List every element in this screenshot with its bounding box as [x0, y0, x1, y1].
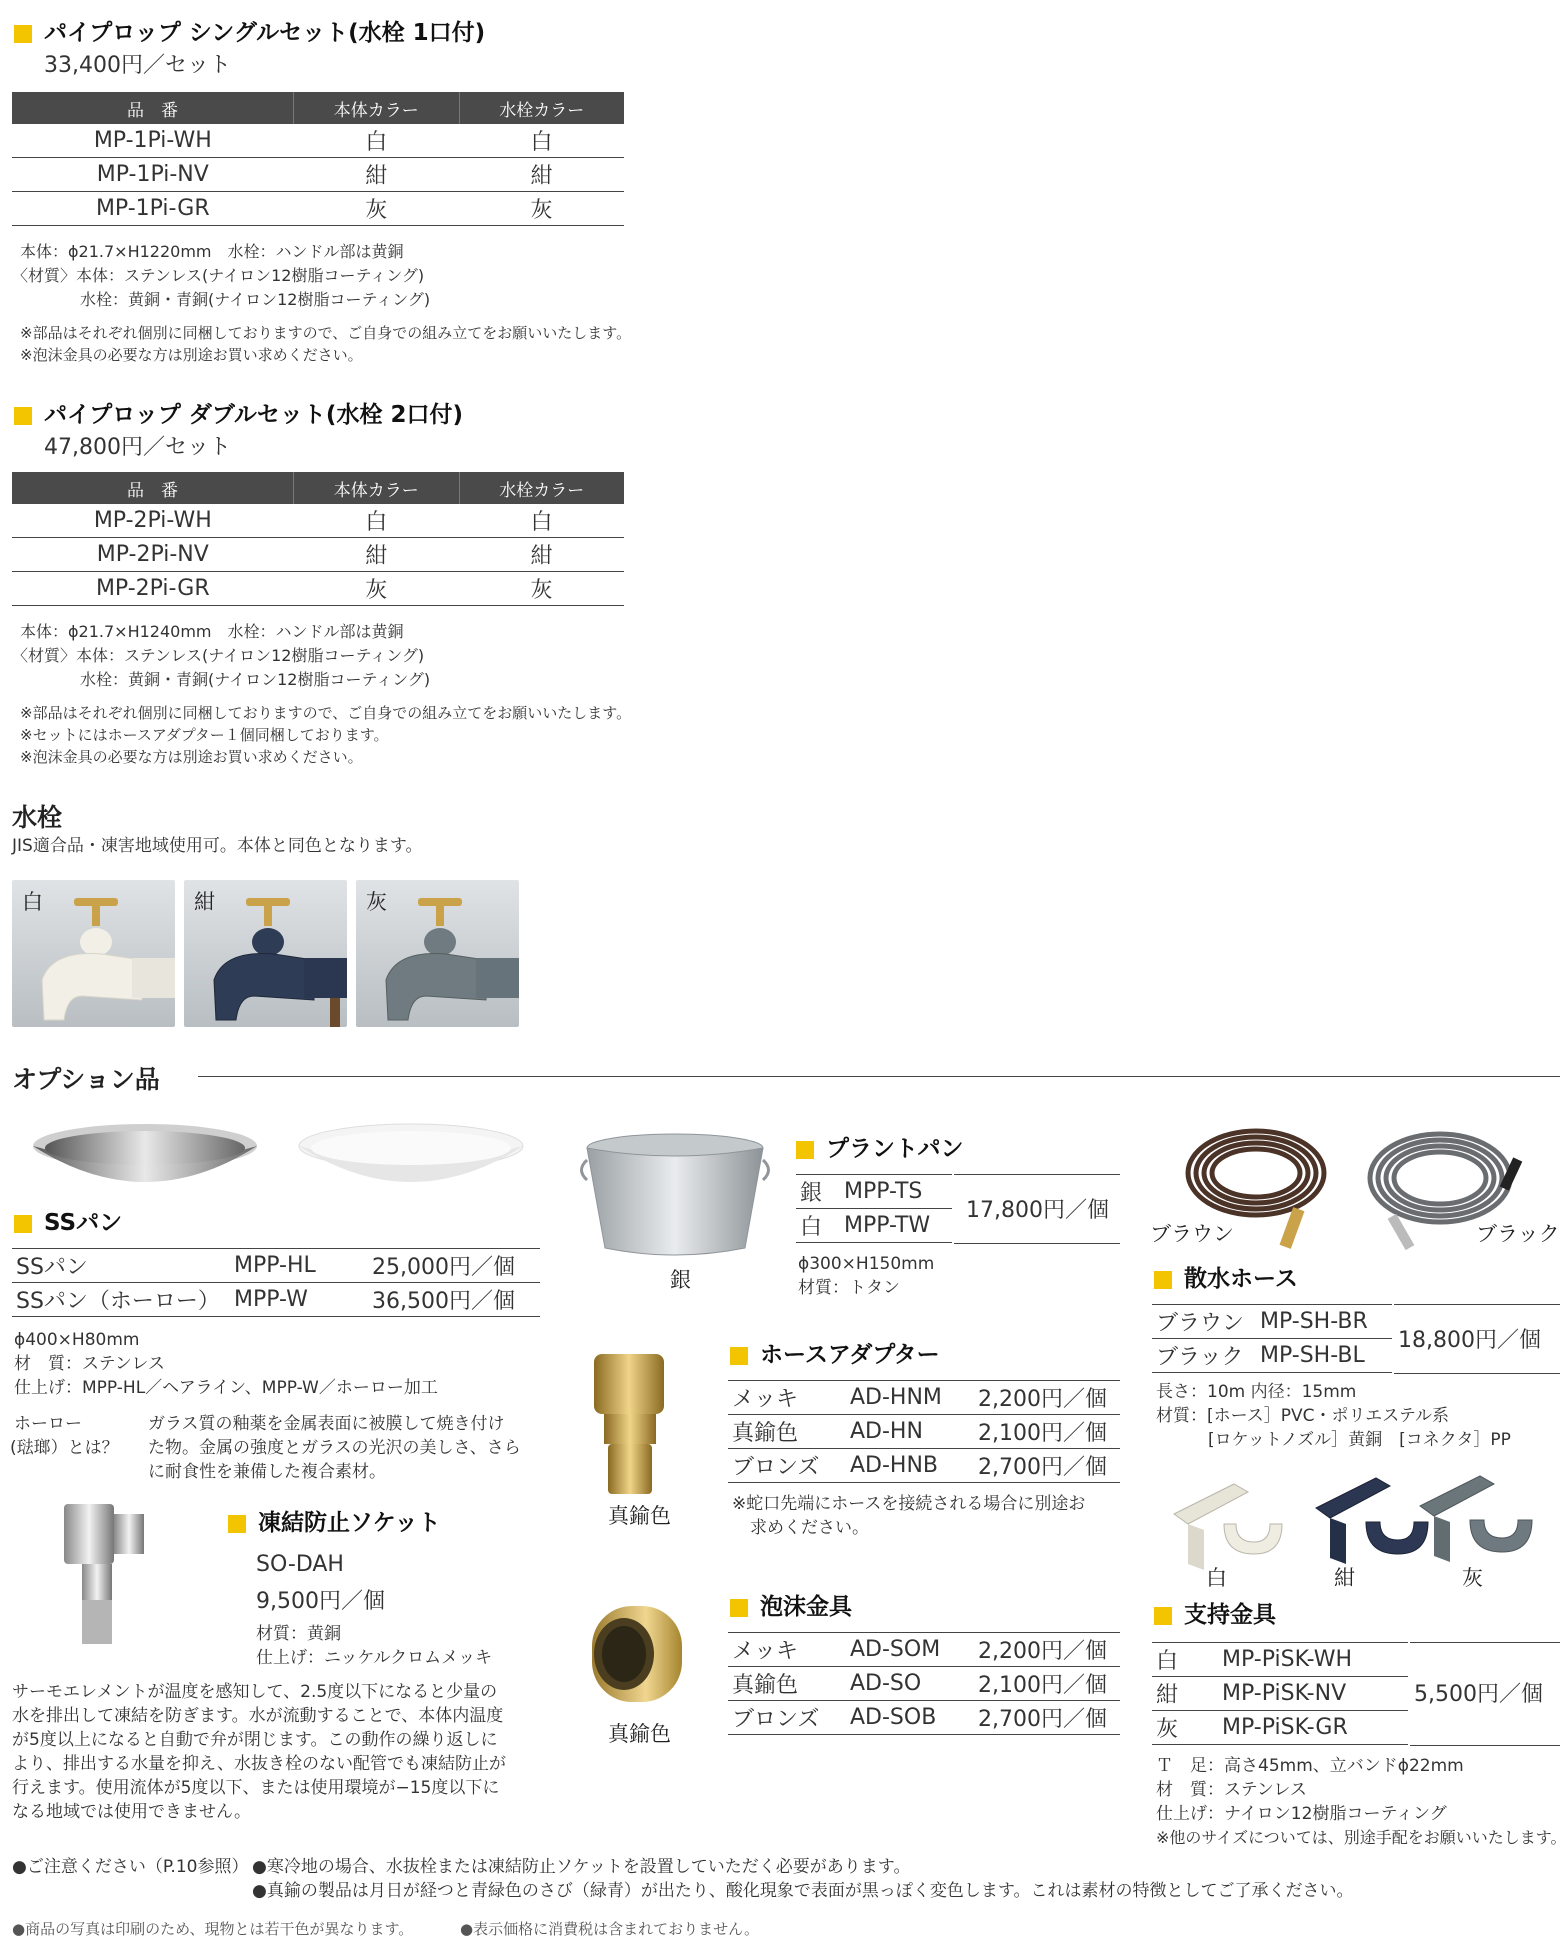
table-row [1152, 1305, 1392, 1339]
plantpan-price: 17,800円／個 [966, 1198, 1109, 1223]
cell-price: 2,700円／個 [974, 1701, 1120, 1735]
cell-price: 2,100円／個 [974, 1415, 1120, 1449]
col-header-code: 品 番 [12, 92, 294, 124]
socket-code: SO-DAH [256, 1552, 344, 1577]
options-divider [198, 1076, 1560, 1077]
faucet-label-navy: 紺 [194, 890, 215, 914]
yellow-square-icon [796, 1141, 814, 1159]
single-spec-2: 〈材質〉本体：ステンレス(ナイロン12樹脂コーティング) [12, 266, 425, 285]
cell-code: AD-SOB [846, 1701, 974, 1735]
hose-price-cell [1394, 1304, 1560, 1374]
enamel-desc-3: に耐食性を兼備した複合素材。 [148, 1462, 386, 1482]
cell-body-color: 灰 [294, 572, 459, 606]
socket-desc-line: 行えます。使用流体が5度以下、または使用環境が−15度以下に [12, 1778, 500, 1798]
cell-price: 36,500円／個 [368, 1283, 540, 1317]
faucet-desc: JIS適合品・凍害地域使用可。本体と同色となります。 [12, 836, 423, 856]
socket-desc-line: なる地域では使用できません。 [12, 1802, 252, 1822]
yellow-square-icon [730, 1599, 748, 1617]
cell-code: MPP-TS [840, 1175, 952, 1209]
bracket-price-cell [1410, 1642, 1560, 1746]
cell-color: 銀 [796, 1175, 840, 1209]
sspan-enamel-image [296, 1118, 526, 1208]
plantpan-title-text: プラントパン [826, 1136, 964, 1162]
bracket-label-white: 白 [1206, 1566, 1227, 1590]
col-header-body-color: 本体カラー [294, 472, 459, 504]
sspan-spec-2: 材 質：ステンレス [14, 1354, 165, 1374]
cell-price: 2,200円／個 [974, 1381, 1120, 1415]
table-row [728, 1701, 1120, 1735]
table-row [12, 1283, 540, 1317]
cell-color: 白 [796, 1209, 840, 1243]
footer-note-1: ●商品の写真は印刷のため、現物とは若干色が異なります。 [12, 1920, 414, 1938]
double-spec-3: 水栓：黄銅・青銅(ナイロン12樹脂コーティング) [80, 670, 431, 689]
caution-item-2: ●真鍮の製品は月日が経つと青緑色のさび（緑青）が出たり、酸化現象で表面が黒っぽく変色します。これは素材の特徴としてご了承ください。 [252, 1881, 1354, 1901]
socket-desc-line: 水を排出して凍結を防ぎます。水が流動することで、本体内温度 [12, 1706, 504, 1726]
enamel-desc-1: ガラス質の釉薬を金属表面に被膜して焼き付け [148, 1414, 505, 1434]
socket-spec-2: 仕上げ：ニッケルクロムメッキ [256, 1648, 493, 1668]
single-note-2: ※泡沫金具の必要な方は別途お買い求めください。 [20, 346, 363, 364]
yellow-square-icon [1154, 1607, 1172, 1625]
table-row [12, 538, 624, 572]
yellow-square-icon [14, 1215, 32, 1233]
single-set-table [12, 92, 624, 226]
aerator-image [572, 1596, 702, 1716]
cell-faucet-color: 紺 [459, 158, 624, 192]
enamel-desc-2: た物。金属の強度とガラスの光沢の美しさ、さら [148, 1438, 521, 1458]
footer-note-2: ●表示価格に消費税は含まれておりません。 [460, 1920, 759, 1938]
aerator-title [730, 1588, 852, 1621]
cell-price: 2,200円／個 [974, 1633, 1120, 1667]
cell-color: 白 [1152, 1643, 1218, 1677]
adapter-photo-label: 真鍮色 [608, 1504, 671, 1528]
enamel-term-1: ホーロー [14, 1414, 82, 1434]
cell-code: AD-SO [846, 1667, 974, 1701]
adapter-image [584, 1348, 694, 1498]
double-set-table [12, 472, 624, 606]
cell-code: AD-SOM [846, 1633, 974, 1667]
cell-code: MPP-W [230, 1283, 368, 1317]
cell-finish: 真鍮色 [728, 1667, 846, 1701]
cell-code: MPP-HL [230, 1249, 368, 1283]
cell-code: MP-PiSK-WH [1218, 1643, 1408, 1677]
adapter-note-2: 求めください。 [750, 1518, 869, 1538]
sspan-title [14, 1204, 122, 1237]
adapter-note-1: ※蛇口先端にホースを接続される場合に別途お [732, 1494, 1086, 1514]
cell-faucet-color: 紺 [459, 538, 624, 572]
faucet-photo-gray [356, 880, 519, 1027]
single-spec-1: 本体：ϕ21.7×H1220mm 水栓：ハンドル部は黄銅 [20, 242, 404, 261]
table-row [12, 504, 624, 538]
cell-code: MP-2Pi-GR [12, 572, 294, 606]
faucet-label-white: 白 [22, 890, 43, 914]
socket-desc [12, 1680, 506, 1824]
adapter-table [728, 1380, 1120, 1483]
hose-spec-1: 長さ：10m 内径：15mm [1156, 1382, 1357, 1402]
cell-body-color: 灰 [294, 192, 459, 226]
caution-label: ●ご注意ください（P.10参照） [12, 1857, 249, 1877]
plantpan-spec-2: 材質：トタン [798, 1278, 900, 1298]
cell-body-color: 紺 [294, 538, 459, 572]
adapter-title-text: ホースアダプター [760, 1342, 940, 1368]
faucet-photo-navy [184, 880, 347, 1027]
hose-title-text: 散水ホース [1184, 1266, 1298, 1292]
yellow-square-icon [14, 25, 32, 43]
plantpan-spec-1: ϕ300×H150mm [798, 1254, 935, 1274]
double-spec-2: 〈材質〉本体：ステンレス(ナイロン12樹脂コーティング) [12, 646, 425, 665]
cell-body-color: 白 [294, 504, 459, 538]
bracket-label-gray: 灰 [1462, 1566, 1483, 1590]
cell-finish: メッキ [728, 1633, 846, 1667]
cell-code: MP-SH-BR [1256, 1305, 1392, 1339]
aerator-table [728, 1632, 1120, 1735]
socket-title [228, 1504, 441, 1537]
bracket-title-text: 支持金具 [1184, 1602, 1276, 1628]
yellow-square-icon [730, 1347, 748, 1365]
bracket-spec-2: 材 質：ステンレス [1156, 1780, 1307, 1800]
sspan-spec-1: ϕ400×H80mm [14, 1330, 140, 1350]
cell-code: MP-1Pi-WH [12, 124, 294, 158]
double-spec-1: 本体：ϕ21.7×H1240mm 水栓：ハンドル部は黄銅 [20, 622, 404, 641]
col-header-faucet-color: 水栓カラー [459, 92, 624, 124]
double-note-2: ※セットにはホースアダプター１個同梱しております。 [20, 726, 389, 744]
table-row [12, 124, 624, 158]
table-row [1152, 1339, 1392, 1373]
double-set-title-text: パイプロップ ダブルセット(水栓 2口付) [44, 402, 463, 428]
cell-code: MP-PiSK-NV [1218, 1677, 1408, 1711]
table-row [796, 1209, 952, 1243]
col-header-faucet-color: 水栓カラー [459, 472, 624, 504]
bracket-table [1152, 1642, 1408, 1745]
socket-spec-1: 材質：黄銅 [256, 1624, 341, 1644]
single-set-title-text: パイプロップ シングルセット(水栓 1口付) [44, 20, 486, 46]
bracket-spec-3: 仕上げ：ナイロン12樹脂コーティング [1156, 1804, 1447, 1824]
hose-label-black: ブラック [1476, 1222, 1560, 1246]
socket-desc-line: より、排出する水量を抑え、水抜き栓のない配管でも凍結防止が [12, 1754, 507, 1774]
sspan-title-text: SSパン [44, 1210, 123, 1236]
options-title: オプション品 [12, 1065, 160, 1094]
cell-code: MP-PiSK-GR [1218, 1711, 1408, 1745]
cell-body-color: 紺 [294, 158, 459, 192]
table-row [728, 1667, 1120, 1701]
double-set-price: 47,800円／セット [44, 435, 231, 460]
table-row [796, 1175, 952, 1209]
cell-finish: 真鍮色 [728, 1415, 846, 1449]
bracket-price: 5,500円／個 [1414, 1682, 1543, 1707]
single-set-price: 33,400円／セット [44, 53, 231, 78]
table-row [12, 158, 624, 192]
aerator-photo-label: 真鍮色 [608, 1722, 671, 1746]
table-row [728, 1633, 1120, 1667]
double-note-1: ※部品はそれぞれ個別に同梱しておりますので、ご自身での組み立てをお願いいたします。 [20, 704, 632, 722]
cell-faucet-color: 灰 [459, 572, 624, 606]
bracket-white-image [1164, 1474, 1304, 1574]
socket-desc-line: が5度以上になると自動で弁が閉じます。この動作の繰り返しに [12, 1730, 498, 1750]
double-set-title [14, 396, 463, 429]
single-set-title [14, 14, 485, 47]
cell-faucet-color: 白 [459, 124, 624, 158]
hose-spec-3: [ロケットノズル］黄銅 [コネクタ］PP [1208, 1430, 1511, 1450]
cell-price: 2,100円／個 [974, 1667, 1120, 1701]
table-row [728, 1381, 1120, 1415]
aerator-title-text: 泡沫金具 [760, 1594, 852, 1620]
table-row [12, 572, 624, 606]
cell-body-color: 白 [294, 124, 459, 158]
socket-price: 9,500円／個 [256, 1589, 385, 1614]
cell-faucet-color: 白 [459, 504, 624, 538]
adapter-title [730, 1336, 940, 1369]
cell-code: MP-1Pi-GR [12, 192, 294, 226]
plantpan-price-cell [954, 1174, 1120, 1244]
yellow-square-icon [228, 1515, 246, 1533]
bracket-gray-image [1410, 1466, 1550, 1574]
bracket-spec-4: ※他のサイズについては、別途手配をお願いいたします。 [1156, 1828, 1567, 1847]
plantpan-table [796, 1174, 952, 1243]
table-row [728, 1449, 1120, 1483]
cell-code: AD-HNB [846, 1449, 974, 1483]
sspan-spec-3: 仕上げ：MPP-HL／ヘアライン、MPP-W／ホーロー加工 [14, 1378, 438, 1398]
table-row [1152, 1677, 1408, 1711]
yellow-square-icon [14, 407, 32, 425]
table-row [1152, 1643, 1408, 1677]
hose-price: 18,800円／個 [1398, 1328, 1541, 1353]
socket-desc-line: サーモエレメントが温度を感知して、2.5度以下になると少量の [12, 1682, 498, 1702]
cell-color: 紺 [1152, 1677, 1218, 1711]
cell-finish: ブロンズ [728, 1701, 846, 1735]
col-header-body-color: 本体カラー [294, 92, 459, 124]
bracket-spec-1: Ｔ 足：高さ45mm、立バンドϕ22mm [1156, 1756, 1464, 1776]
faucet-title: 水栓 [12, 803, 63, 832]
single-note-1: ※部品はそれぞれ個別に同梱しておりますので、ご自身での組み立てをお願いいたします。 [20, 324, 632, 342]
faucet-photo-white [12, 880, 175, 1027]
col-header-code: 品 番 [12, 472, 294, 504]
socket-image [60, 1500, 150, 1660]
bracket-label-navy: 紺 [1334, 1566, 1355, 1590]
socket-title-text: 凍結防止ソケット [258, 1510, 441, 1536]
hose-table [1152, 1304, 1392, 1373]
plantpan-image [580, 1130, 770, 1260]
cell-code: MPP-TW [840, 1209, 952, 1243]
cell-code: MP-1Pi-NV [12, 158, 294, 192]
cell-code: AD-HNM [846, 1381, 974, 1415]
sspan-table [12, 1248, 540, 1317]
yellow-square-icon [1154, 1271, 1172, 1289]
cell-color: ブラック [1152, 1339, 1256, 1373]
plantpan-photo-label: 銀 [670, 1268, 691, 1292]
hose-title [1154, 1260, 1298, 1293]
cell-finish: ブロンズ [728, 1449, 846, 1483]
cell-finish: メッキ [728, 1381, 846, 1415]
cell-color: 灰 [1152, 1711, 1218, 1745]
table-row [12, 1249, 540, 1283]
cell-code: AD-HN [846, 1415, 974, 1449]
cell-name: SSパン（ホーロー） [12, 1283, 230, 1317]
cell-price: 2,700円／個 [974, 1449, 1120, 1483]
bracket-title [1154, 1596, 1276, 1629]
cell-name: SSパン [12, 1249, 230, 1283]
hose-spec-2: 材質：[ホース］PVC・ポリエステル系 [1156, 1406, 1450, 1426]
cell-color: ブラウン [1152, 1305, 1256, 1339]
sspan-hairline-image [30, 1118, 260, 1208]
table-row [728, 1415, 1120, 1449]
enamel-term-2: (琺瑯）とは？ [10, 1438, 119, 1458]
table-row [1152, 1711, 1408, 1745]
caution-item-1: ●寒冷地の場合、水抜栓または凍結防止ソケットを設置していただく必要があります。 [252, 1857, 911, 1877]
cell-price: 25,000円／個 [368, 1249, 540, 1283]
double-note-3: ※泡沫金具の必要な方は別途お買い求めください。 [20, 748, 363, 766]
cell-code: MP-SH-BL [1256, 1339, 1392, 1373]
table-row [12, 192, 624, 226]
cell-faucet-color: 灰 [459, 192, 624, 226]
cell-code: MP-2Pi-WH [12, 504, 294, 538]
cell-code: MP-2Pi-NV [12, 538, 294, 572]
faucet-label-gray: 灰 [366, 890, 387, 914]
plantpan-title [796, 1130, 964, 1163]
hose-label-brown: ブラウン [1150, 1222, 1234, 1246]
single-spec-3: 水栓：黄銅・青銅(ナイロン12樹脂コーティング) [80, 290, 431, 309]
